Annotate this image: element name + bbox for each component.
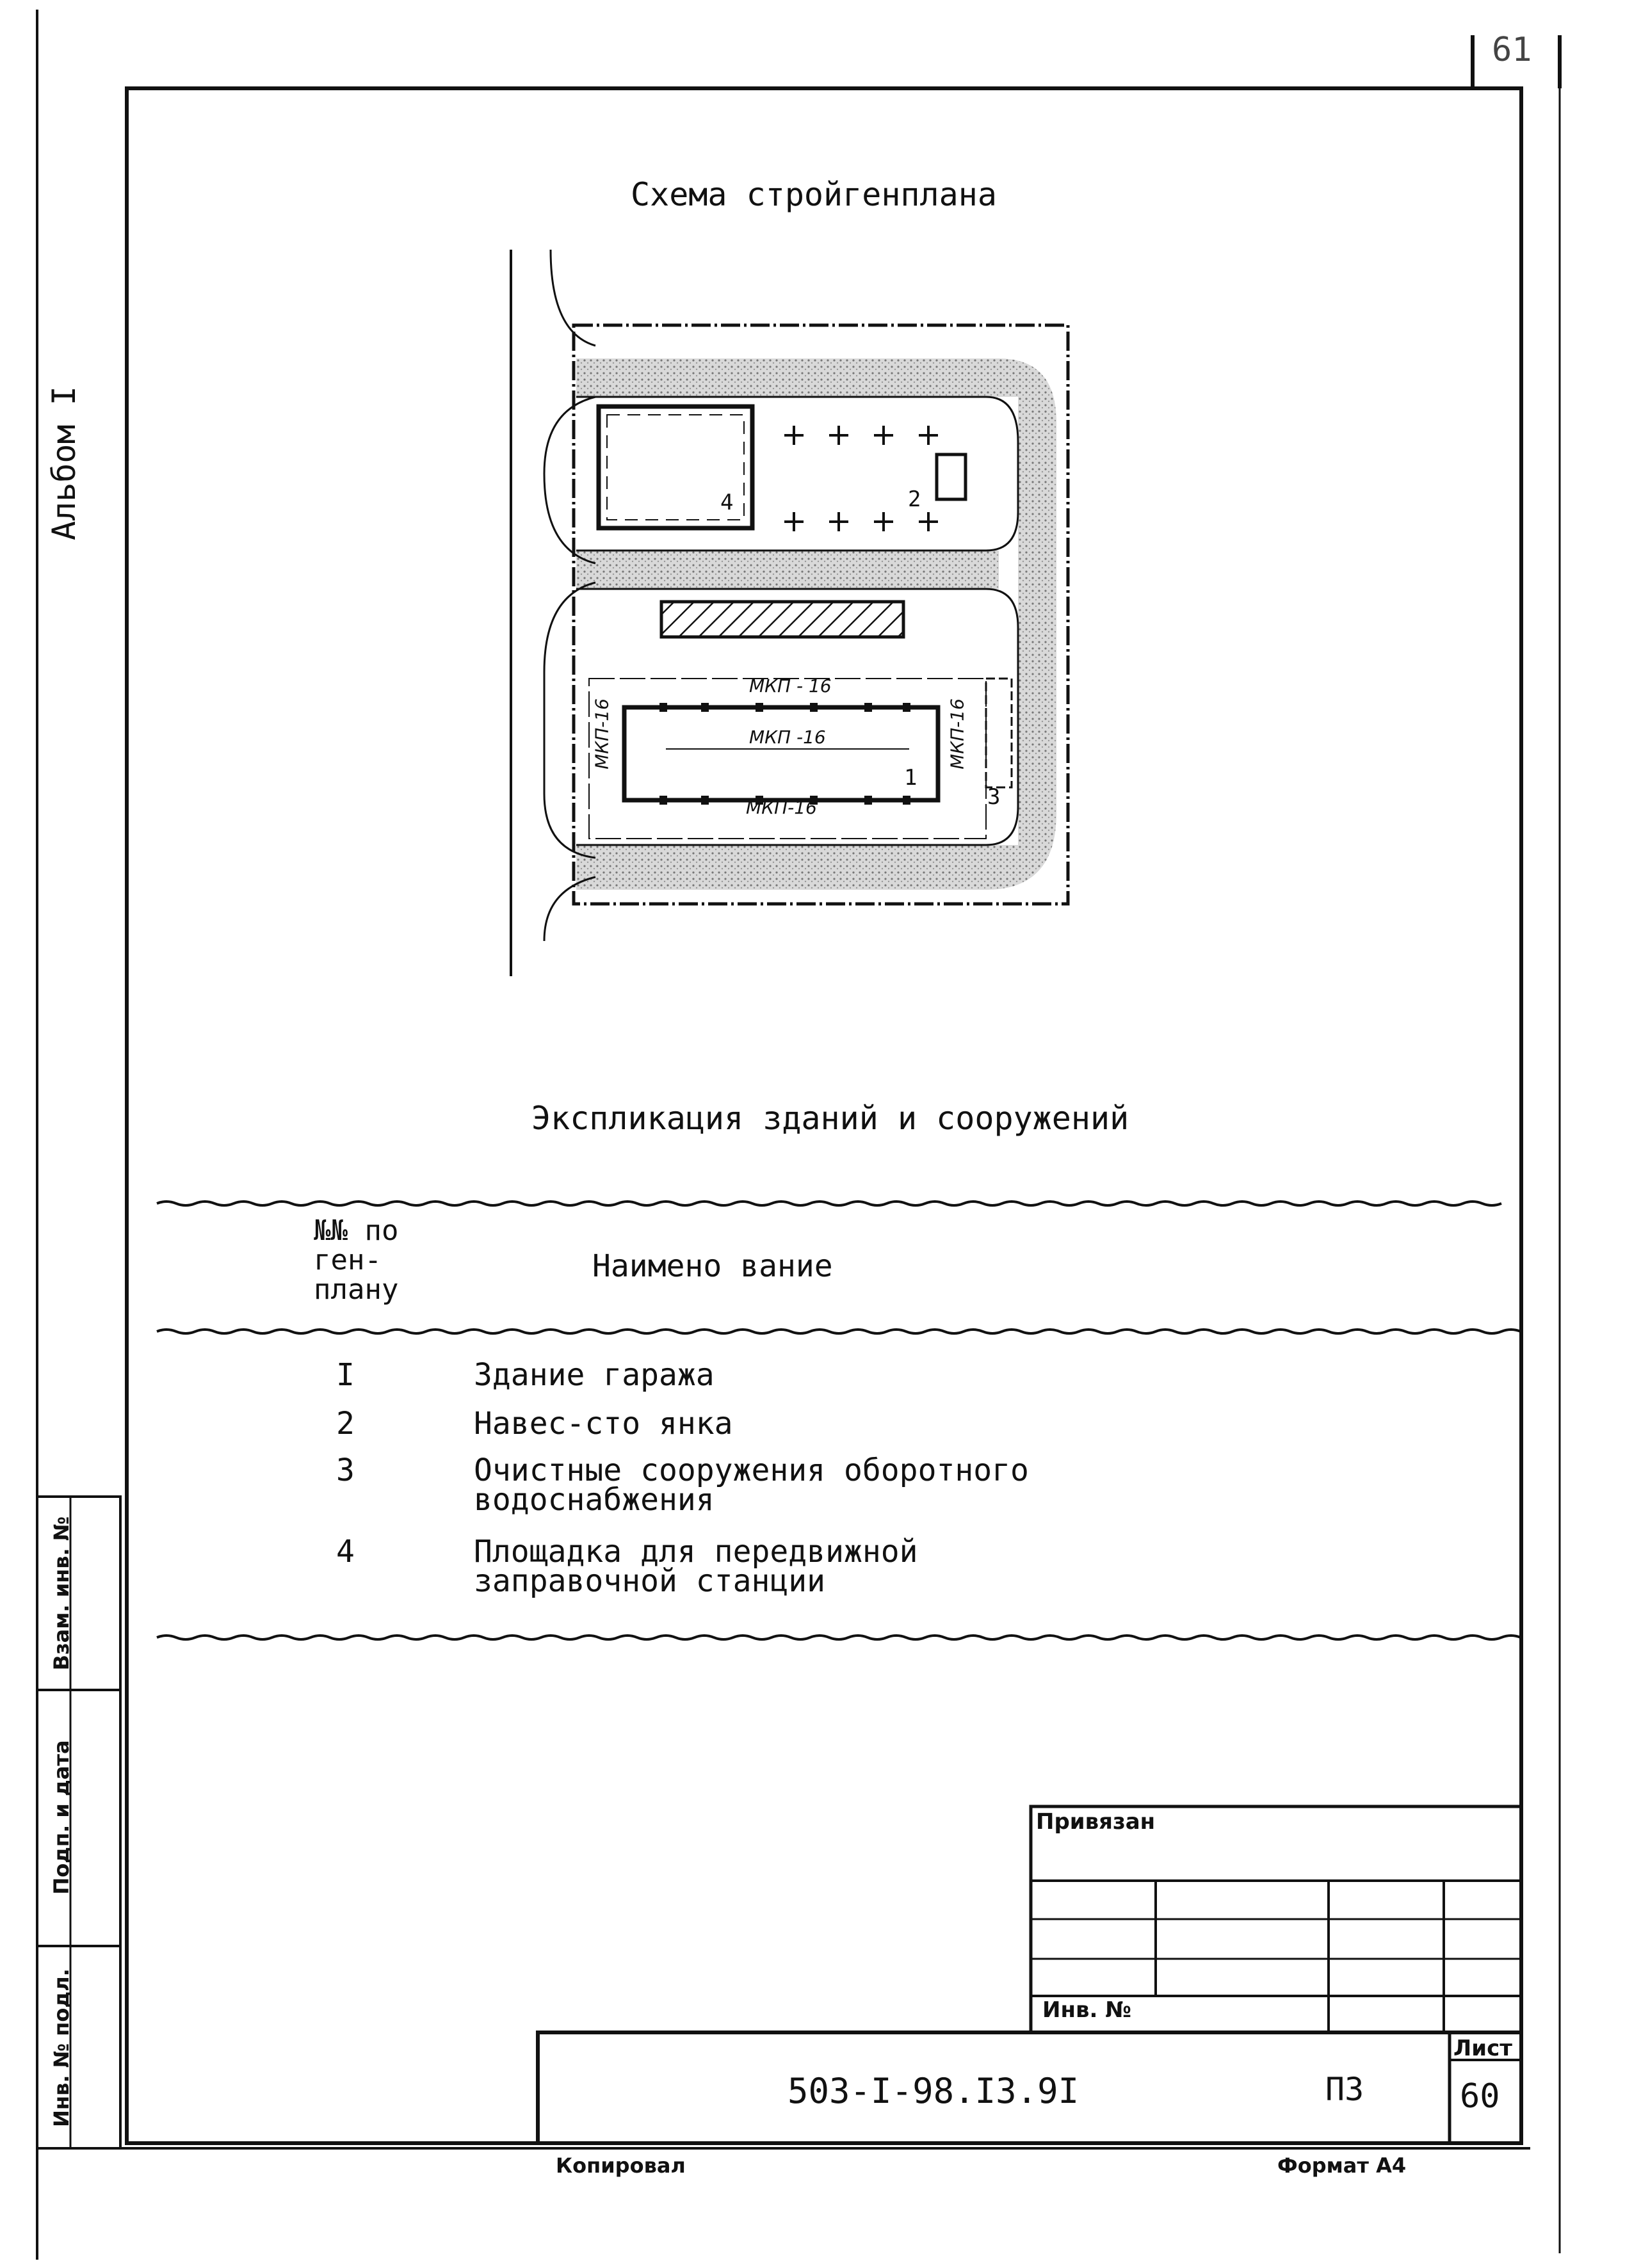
document-code: 503-I-98.I3.9I xyxy=(788,2071,1079,2111)
side-stamp-podp-data: Подп. и дата xyxy=(49,1740,74,1895)
crane-label-bottom: МКП-16 xyxy=(746,797,817,818)
side-stamp-vzam-inv: Взам. инв. № xyxy=(49,1516,74,1671)
crane-label-mid: МКП -16 xyxy=(749,727,826,748)
privyazan-label: Привязан xyxy=(1036,1809,1156,1835)
col-number-header xyxy=(314,1216,398,1305)
side-stamp-inv-podl: Инв. № подл. xyxy=(49,1968,74,2127)
album-label: Альбом I xyxy=(45,386,83,540)
plan-label-3: 3 xyxy=(987,784,1001,810)
row-number: 4 xyxy=(336,1534,355,1570)
scheme-title: Схема стройгенплана xyxy=(631,176,997,213)
row-name: Здание гаража xyxy=(474,1357,715,1393)
col-number-header-line1: №№ по xyxy=(314,1214,399,1247)
plan-label-2: 2 xyxy=(908,487,921,512)
section-code: ПЗ xyxy=(1325,2071,1364,2108)
row-name: Очистные сооружения оборотного xyxy=(474,1452,1029,1488)
format-label: Формат А4 xyxy=(1277,2153,1407,2178)
page-number: 61 xyxy=(1492,31,1532,69)
row-number: 3 xyxy=(336,1452,355,1488)
row-name: Площадка для передвижной xyxy=(474,1534,918,1570)
crane-label-left: МКП-16 xyxy=(591,698,613,769)
row-number: 2 xyxy=(336,1406,355,1442)
row-name-continued: заправочной станции xyxy=(474,1563,826,1599)
plan-label-4: 4 xyxy=(720,490,734,515)
explication-title: Экспликация зданий и сооружений xyxy=(531,1100,1129,1137)
copied-by-label: Копировал xyxy=(556,2153,686,2178)
sheet-label: Лист xyxy=(1453,2036,1512,2061)
plan-label-1: 1 xyxy=(904,765,918,791)
col-number-header-line3: плану xyxy=(314,1273,399,1306)
col-number-header-line2: ген- xyxy=(314,1244,382,1276)
inv-number-label: Инв. № xyxy=(1042,1997,1132,2023)
crane-label-top: МКП - 16 xyxy=(749,675,832,696)
sheet-number: 60 xyxy=(1460,2077,1500,2116)
row-number: I xyxy=(336,1357,355,1393)
crane-label-right: МКП-16 xyxy=(946,698,968,769)
col-name-header: Наимено вание xyxy=(592,1248,833,1284)
row-name-continued: водоснабжения xyxy=(474,1482,715,1518)
row-name: Навес-сто янка xyxy=(474,1406,733,1442)
